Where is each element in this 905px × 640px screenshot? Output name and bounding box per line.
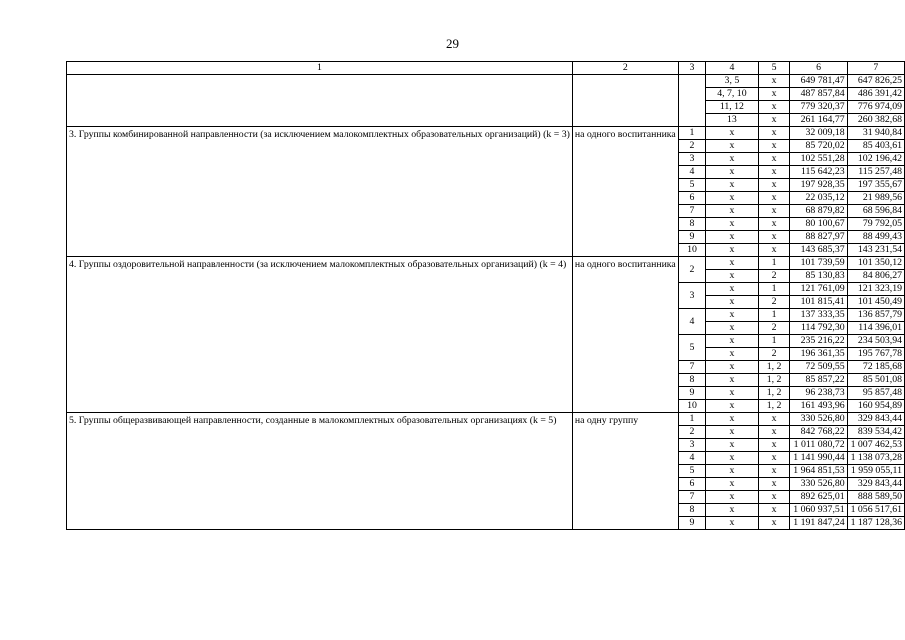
table-cell: x — [758, 114, 790, 127]
table-cell: 3 — [678, 153, 705, 166]
table-cell: 101 350,12 — [847, 257, 904, 270]
table-cell: x — [706, 478, 759, 491]
table-cell: 160 954,89 — [847, 400, 904, 413]
table-cell: x — [758, 127, 790, 140]
table-cell: 88 499,43 — [847, 231, 904, 244]
table-cell: 330 526,80 — [790, 478, 847, 491]
table-cell: 647 826,25 — [847, 75, 904, 88]
table-cell: 102 196,42 — [847, 153, 904, 166]
table-cell: 101 815,41 — [790, 296, 847, 309]
table-cell: 95 857,48 — [847, 387, 904, 400]
table-cell: x — [758, 101, 790, 114]
table-cell: 1 — [758, 335, 790, 348]
table-cell: 96 238,73 — [790, 387, 847, 400]
table-cell: x — [706, 192, 759, 205]
table-cell: x — [706, 361, 759, 374]
table-cell: 6 — [678, 192, 705, 205]
table-cell: 13 — [706, 114, 759, 127]
table-cell: 85 857,22 — [790, 374, 847, 387]
table-cell: 136 857,79 — [847, 309, 904, 322]
table-cell: 330 526,80 — [790, 413, 847, 426]
table-cell: x — [758, 517, 790, 530]
table-cell: 7 — [678, 205, 705, 218]
table-cell: x — [758, 231, 790, 244]
table-cell: 8 — [678, 504, 705, 517]
table-cell: 68 879,82 — [790, 205, 847, 218]
table-cell: x — [706, 413, 759, 426]
table-cell: x — [706, 244, 759, 257]
table-cell: 114 396,01 — [847, 322, 904, 335]
table-row — [67, 257, 905, 270]
table-cell: 68 596,84 — [847, 205, 904, 218]
table-cell: x — [706, 517, 759, 530]
table-cell: 2 — [758, 322, 790, 335]
table-cell: x — [706, 322, 759, 335]
table-cell: 121 761,09 — [790, 283, 847, 296]
column-header: 6 — [790, 62, 847, 75]
table-cell: 842 768,22 — [790, 426, 847, 439]
table-cell: x — [758, 75, 790, 88]
table-cell: 121 323,19 — [847, 283, 904, 296]
table-cell: 2 — [678, 426, 705, 439]
table-cell: x — [706, 491, 759, 504]
table-cell: 1 191 847,24 — [790, 517, 847, 530]
table-cell: 197 928,35 — [790, 179, 847, 192]
table-cell: x — [758, 153, 790, 166]
table-cell: 649 781,47 — [790, 75, 847, 88]
table-cell: 1 011 080,72 — [790, 439, 847, 452]
table-cell: 1, 2 — [758, 374, 790, 387]
table-cell: 22 035,12 — [790, 192, 847, 205]
column-header: 4 — [706, 62, 759, 75]
table-cell: x — [758, 478, 790, 491]
table-cell: x — [706, 400, 759, 413]
table-body — [67, 75, 905, 530]
table-cell: 4, 7, 10 — [706, 88, 759, 101]
table-cell: 137 333,35 — [790, 309, 847, 322]
table-cell: 3, 5 — [706, 75, 759, 88]
table-cell: 329 843,44 — [847, 478, 904, 491]
table-cell: x — [706, 179, 759, 192]
table-cell: x — [706, 127, 759, 140]
table-cell: 197 355,67 — [847, 179, 904, 192]
table-cell: 1 — [758, 309, 790, 322]
table-cell: 892 625,01 — [790, 491, 847, 504]
table-cell: x — [706, 348, 759, 361]
column-header: 3 — [678, 62, 705, 75]
table-cell: 32 009,18 — [790, 127, 847, 140]
table-cell: 486 391,42 — [847, 88, 904, 101]
table-cell: x — [758, 140, 790, 153]
table-cell: 2 — [678, 257, 705, 283]
table-cell: 85 130,83 — [790, 270, 847, 283]
table-cell: x — [706, 335, 759, 348]
table-cell: x — [706, 374, 759, 387]
table-cell: 5 — [678, 179, 705, 192]
table-cell: 1 964 851,53 — [790, 465, 847, 478]
table-cell: 85 403,61 — [847, 140, 904, 153]
table-cell: x — [758, 452, 790, 465]
table-cell: 1 — [758, 283, 790, 296]
table-cell: 2 — [758, 270, 790, 283]
table-cell: x — [706, 166, 759, 179]
table-cell: x — [706, 309, 759, 322]
table-cell: x — [706, 387, 759, 400]
table-cell: 161 493,96 — [790, 400, 847, 413]
table-cell: 776 974,09 — [847, 101, 904, 114]
table-cell: 8 — [678, 218, 705, 231]
header-row — [67, 62, 905, 75]
table-cell: 329 843,44 — [847, 413, 904, 426]
table-cell: x — [758, 491, 790, 504]
table-cell: 8 — [678, 374, 705, 387]
table-cell: 143 685,37 — [790, 244, 847, 257]
table-cell: 4 — [678, 166, 705, 179]
unit-label: на одного воспитанника — [572, 257, 678, 413]
table-cell: 115 257,48 — [847, 166, 904, 179]
table-cell: x — [706, 439, 759, 452]
table-cell: 2 — [758, 348, 790, 361]
table-cell: x — [758, 439, 790, 452]
table-cell: x — [758, 465, 790, 478]
column-header: 2 — [572, 62, 678, 75]
unit-label: на одну группу — [572, 413, 678, 530]
table-cell: 6 — [678, 478, 705, 491]
table-cell: 779 320,37 — [790, 101, 847, 114]
table-cell: 2 — [678, 140, 705, 153]
table-cell: 1 959 055,11 — [847, 465, 904, 478]
table-cell: 72 185,68 — [847, 361, 904, 374]
table-cell: x — [706, 296, 759, 309]
column-header: 5 — [758, 62, 790, 75]
table-cell: 101 450,49 — [847, 296, 904, 309]
page-number: 29 — [446, 36, 459, 51]
table-cell: 84 806,27 — [847, 270, 904, 283]
table-cell: 7 — [678, 361, 705, 374]
table-cell — [67, 75, 573, 127]
table-cell: x — [706, 270, 759, 283]
group-label: 4. Группы оздоровительной направленности (за исключением малокомплектных образовательных организаций) (k = 4) — [67, 257, 573, 413]
table-cell: 115 642,23 — [790, 166, 847, 179]
table-cell: 11, 12 — [706, 101, 759, 114]
table-cell: 2 — [758, 296, 790, 309]
table-cell: x — [706, 231, 759, 244]
table-row — [67, 413, 905, 426]
table-cell: 10 — [678, 244, 705, 257]
table-cell: 5 — [678, 335, 705, 361]
table-cell: x — [758, 179, 790, 192]
table-cell: x — [758, 426, 790, 439]
table-cell: 101 739,59 — [790, 257, 847, 270]
table-cell: 9 — [678, 231, 705, 244]
table-cell: 85 720,02 — [790, 140, 847, 153]
table-cell: 143 231,54 — [847, 244, 904, 257]
table-cell: x — [758, 218, 790, 231]
table-cell: x — [706, 218, 759, 231]
table-cell: 839 534,42 — [847, 426, 904, 439]
table-cell: x — [706, 452, 759, 465]
table-cell: x — [706, 283, 759, 296]
table-cell: 9 — [678, 517, 705, 530]
table-cell: 7 — [678, 491, 705, 504]
table-cell: 1 056 517,61 — [847, 504, 904, 517]
table-cell: 1 — [678, 413, 705, 426]
table-cell: 1 138 073,28 — [847, 452, 904, 465]
table-cell: x — [706, 504, 759, 517]
table-cell: 1 141 990,44 — [790, 452, 847, 465]
table-cell: 487 857,84 — [790, 88, 847, 101]
table-cell: 9 — [678, 387, 705, 400]
data-table — [66, 61, 905, 530]
table-cell: 79 792,05 — [847, 218, 904, 231]
table-cell: 196 361,35 — [790, 348, 847, 361]
table-cell: 31 940,84 — [847, 127, 904, 140]
table-cell: x — [706, 426, 759, 439]
table-cell: 888 589,50 — [847, 491, 904, 504]
table-cell: x — [706, 465, 759, 478]
table-cell: 1 187 128,36 — [847, 517, 904, 530]
table-cell: 4 — [678, 309, 705, 335]
table-cell: x — [706, 205, 759, 218]
table-cell: 234 503,94 — [847, 335, 904, 348]
table-cell: 260 382,68 — [847, 114, 904, 127]
table-cell: 195 767,78 — [847, 348, 904, 361]
column-header: 7 — [847, 62, 904, 75]
table-cell: 10 — [678, 400, 705, 413]
table-cell — [572, 75, 678, 127]
table-cell: 21 989,56 — [847, 192, 904, 205]
table-cell: x — [758, 192, 790, 205]
table-cell: 1 007 462,53 — [847, 439, 904, 452]
table-cell: 4 — [678, 452, 705, 465]
table-cell: 261 164,77 — [790, 114, 847, 127]
table-cell: 88 827,97 — [790, 231, 847, 244]
table-cell: 1, 2 — [758, 361, 790, 374]
table-cell: 72 509,55 — [790, 361, 847, 374]
table-cell — [678, 75, 705, 127]
table-cell: 235 216,22 — [790, 335, 847, 348]
table-cell: 85 501,08 — [847, 374, 904, 387]
table-cell: 114 792,30 — [790, 322, 847, 335]
table-row — [67, 127, 905, 140]
table-cell: x — [758, 244, 790, 257]
table-cell: x — [758, 205, 790, 218]
table-cell: x — [758, 504, 790, 517]
table-cell: 1, 2 — [758, 387, 790, 400]
table-cell: x — [706, 257, 759, 270]
column-header: 1 — [67, 62, 573, 75]
table-cell: x — [758, 166, 790, 179]
table-cell: 102 551,28 — [790, 153, 847, 166]
table-cell: 80 100,67 — [790, 218, 847, 231]
table-cell: x — [706, 153, 759, 166]
group-label: 3. Группы комбинированной направленности (за исключением малокомплектных образовательных организаций) (k = 3) — [67, 127, 573, 257]
table-cell: x — [758, 413, 790, 426]
group-label: 5. Группы общеразвивающей направленности, созданные в малокомплектных образовательных организациях (k = 5) — [67, 413, 573, 530]
table-cell: x — [706, 140, 759, 153]
table-cell: 3 — [678, 283, 705, 309]
table-cell: 1 060 937,51 — [790, 504, 847, 517]
table-cell: x — [758, 88, 790, 101]
table-cell: 1 — [758, 257, 790, 270]
table-cell: 1, 2 — [758, 400, 790, 413]
table-cell: 3 — [678, 439, 705, 452]
table-cell: 5 — [678, 465, 705, 478]
unit-label: на одного воспитанника — [572, 127, 678, 257]
table-row — [67, 75, 905, 88]
table-cell: 1 — [678, 127, 705, 140]
